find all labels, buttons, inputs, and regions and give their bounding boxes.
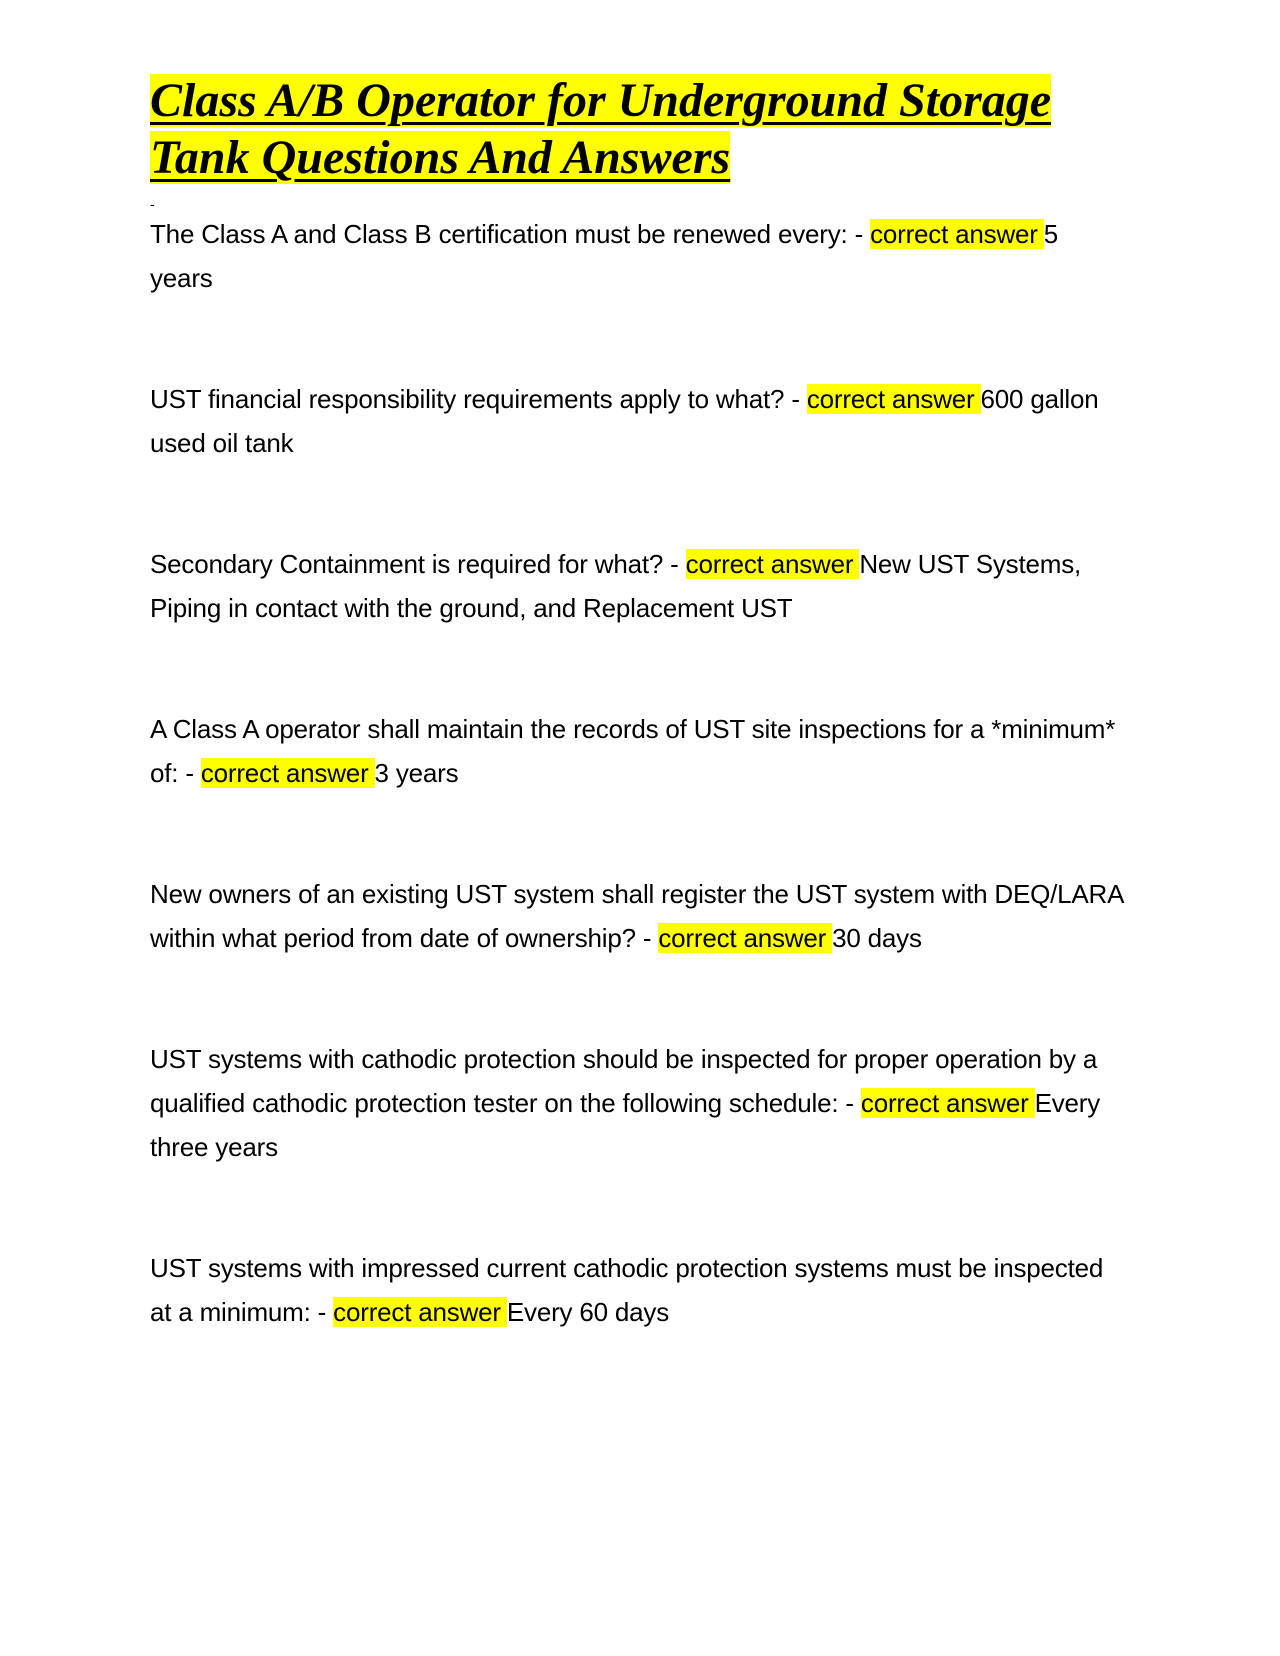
answer-text: 30 days [832, 923, 922, 953]
correct-answer-label: correct answer [201, 758, 375, 788]
answer-text: 3 years [374, 758, 459, 788]
question-text: UST systems with impressed current cathodic protection systems must be inspected at a minimum: - [150, 1253, 1104, 1327]
qa-list [150, 212, 1125, 1334]
qa-item [150, 872, 1125, 960]
title-text: Class A/B Operator for Underground Storage Tank Questions And Answers [150, 74, 1052, 184]
question-text: UST systems with cathodic protection should be inspected for proper operation by a qualified cathodic protection tester on the following schedule: - [150, 1044, 1098, 1118]
answer-text: 5 years [150, 219, 1059, 293]
correct-answer-label: correct answer [686, 549, 860, 579]
question-text: Secondary Containment is required for what? - [150, 549, 686, 579]
correct-answer-label: correct answer [861, 1088, 1035, 1118]
correct-answer-label: correct answer [333, 1297, 507, 1327]
qa-item [150, 1037, 1125, 1169]
answer-text: Every 60 days [506, 1297, 670, 1327]
correct-answer-label: correct answer [870, 219, 1044, 249]
question-text: A Class A operator shall maintain the records of UST site inspections for a *minimum* of: - [150, 714, 1116, 788]
answer-text: 600 gallon used oil tank [150, 384, 1099, 458]
question-text: The Class A and Class B certification must be renewed every: - [150, 219, 871, 249]
qa-item [150, 212, 1125, 300]
correct-answer-label: correct answer [658, 923, 832, 953]
qa-item [150, 542, 1125, 630]
document-title [150, 72, 1125, 186]
qa-item [150, 707, 1125, 795]
separator: - [150, 196, 155, 212]
qa-item [150, 1246, 1125, 1334]
question-text: New owners of an existing UST system shall register the UST system with DEQ/LARA within what period from date of ownership? - [150, 879, 1123, 953]
correct-answer-label: correct answer [807, 384, 981, 414]
document-page [150, 72, 1125, 1411]
answer-text: New UST Systems, Piping in contact with the ground, and Replacement UST [150, 549, 1082, 623]
qa-item [150, 377, 1125, 465]
question-text: UST financial responsibility requirements apply to what? - [150, 384, 807, 414]
answer-text: Every three years [150, 1088, 1101, 1162]
